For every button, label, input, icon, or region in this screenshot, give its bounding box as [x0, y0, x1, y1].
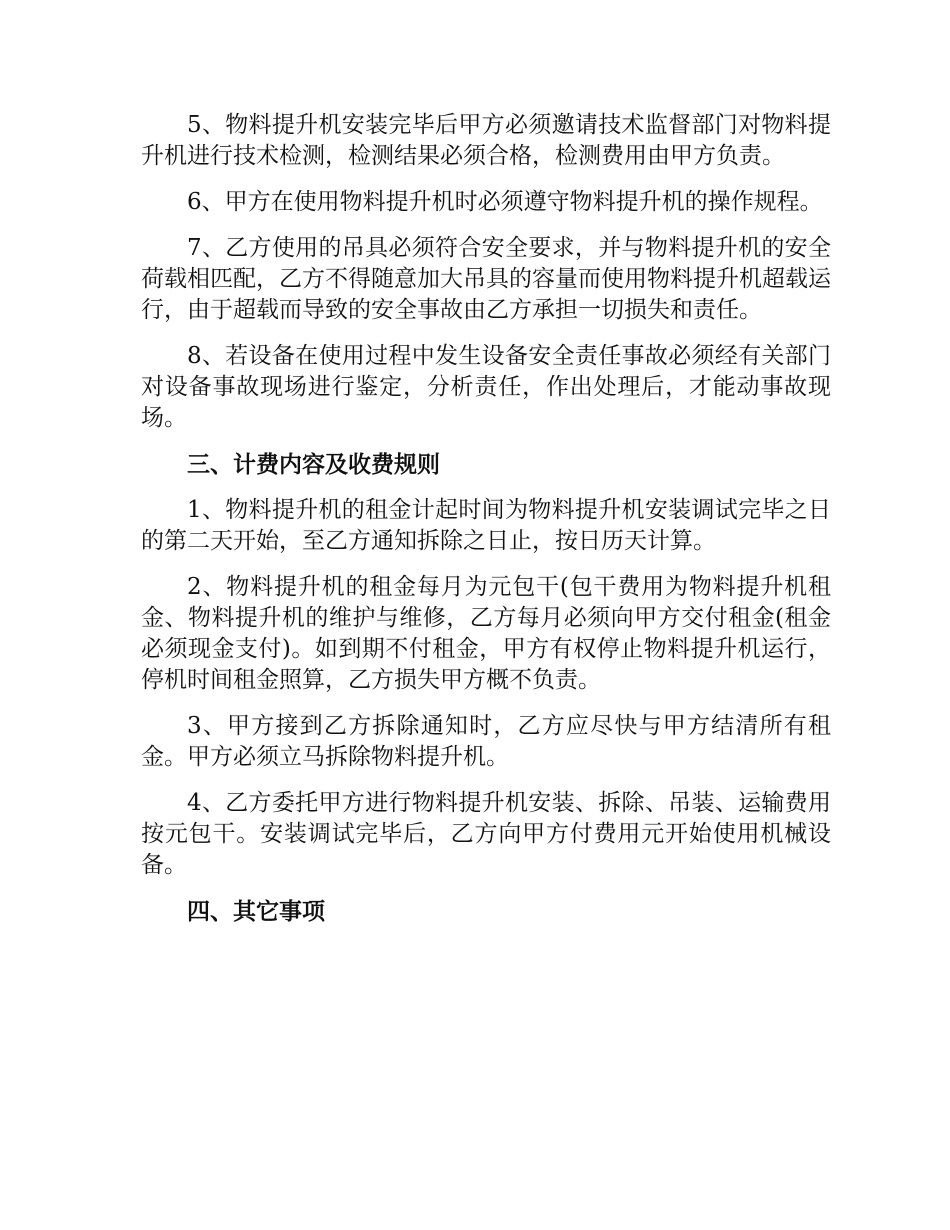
billing-clause-1-paragraph: 1、物料提升机的租金计起时间为物料提升机安装调试完毕之日的第二天开始，至乙方通知拆除之日止，按日历天计算。 — [141, 497, 831, 554]
section-3-heading: 三、计费内容及收费规则 — [187, 451, 440, 478]
section-4-heading: 四、其它事项 — [187, 898, 325, 925]
clause-7-paragraph: 7、乙方使用的吊具必须符合安全要求，并与物料提升机的安全荷载相匹配，乙方不得随意加大吊具的容量而使用物料提升机超载运行，由于超载而导致的安全事故由乙方承担一切损失和责任。 — [141, 235, 831, 323]
clause-6-paragraph: 6、甲方在使用物料提升机时必须遵守物料提升机的操作规程。 — [187, 189, 823, 215]
clause-8-paragraph: 8、若设备在使用过程中发生设备安全责任事故必须经有关部门对设备事故现场进行鉴定，分析责任，作出处理后，才能动事故现场。 — [141, 343, 831, 431]
document-body — [141, 110, 831, 942]
billing-clause-4-paragraph: 4、乙方委托甲方进行物料提升机安装、拆除、吊装、运输费用按元包干。安装调试完毕后，乙方向甲方付费用元开始使用机械设备。 — [141, 790, 831, 878]
clause-5-paragraph: 5、物料提升机安装完毕后甲方必须邀请技术监督部门对物料提升机进行技术检测，检测结果必须合格，检测费用由甲方负责。 — [141, 112, 831, 169]
billing-clause-2-paragraph: 2、物料提升机的租金每月为元包干(包干费用为物料提升机租金、物料提升机的维护与维修，乙方每月必须向甲方交付租金(租金必须现金支付)。如到期不付租金，甲方有权停止物料提升机运行，停机时间租金照算，乙方损失甲方概不负责。 — [141, 574, 831, 693]
billing-clause-3-paragraph: 3、甲方接到乙方拆除通知时，乙方应尽快与甲方结清所有租金。甲方必须立马拆除物料提升机。 — [141, 713, 831, 770]
